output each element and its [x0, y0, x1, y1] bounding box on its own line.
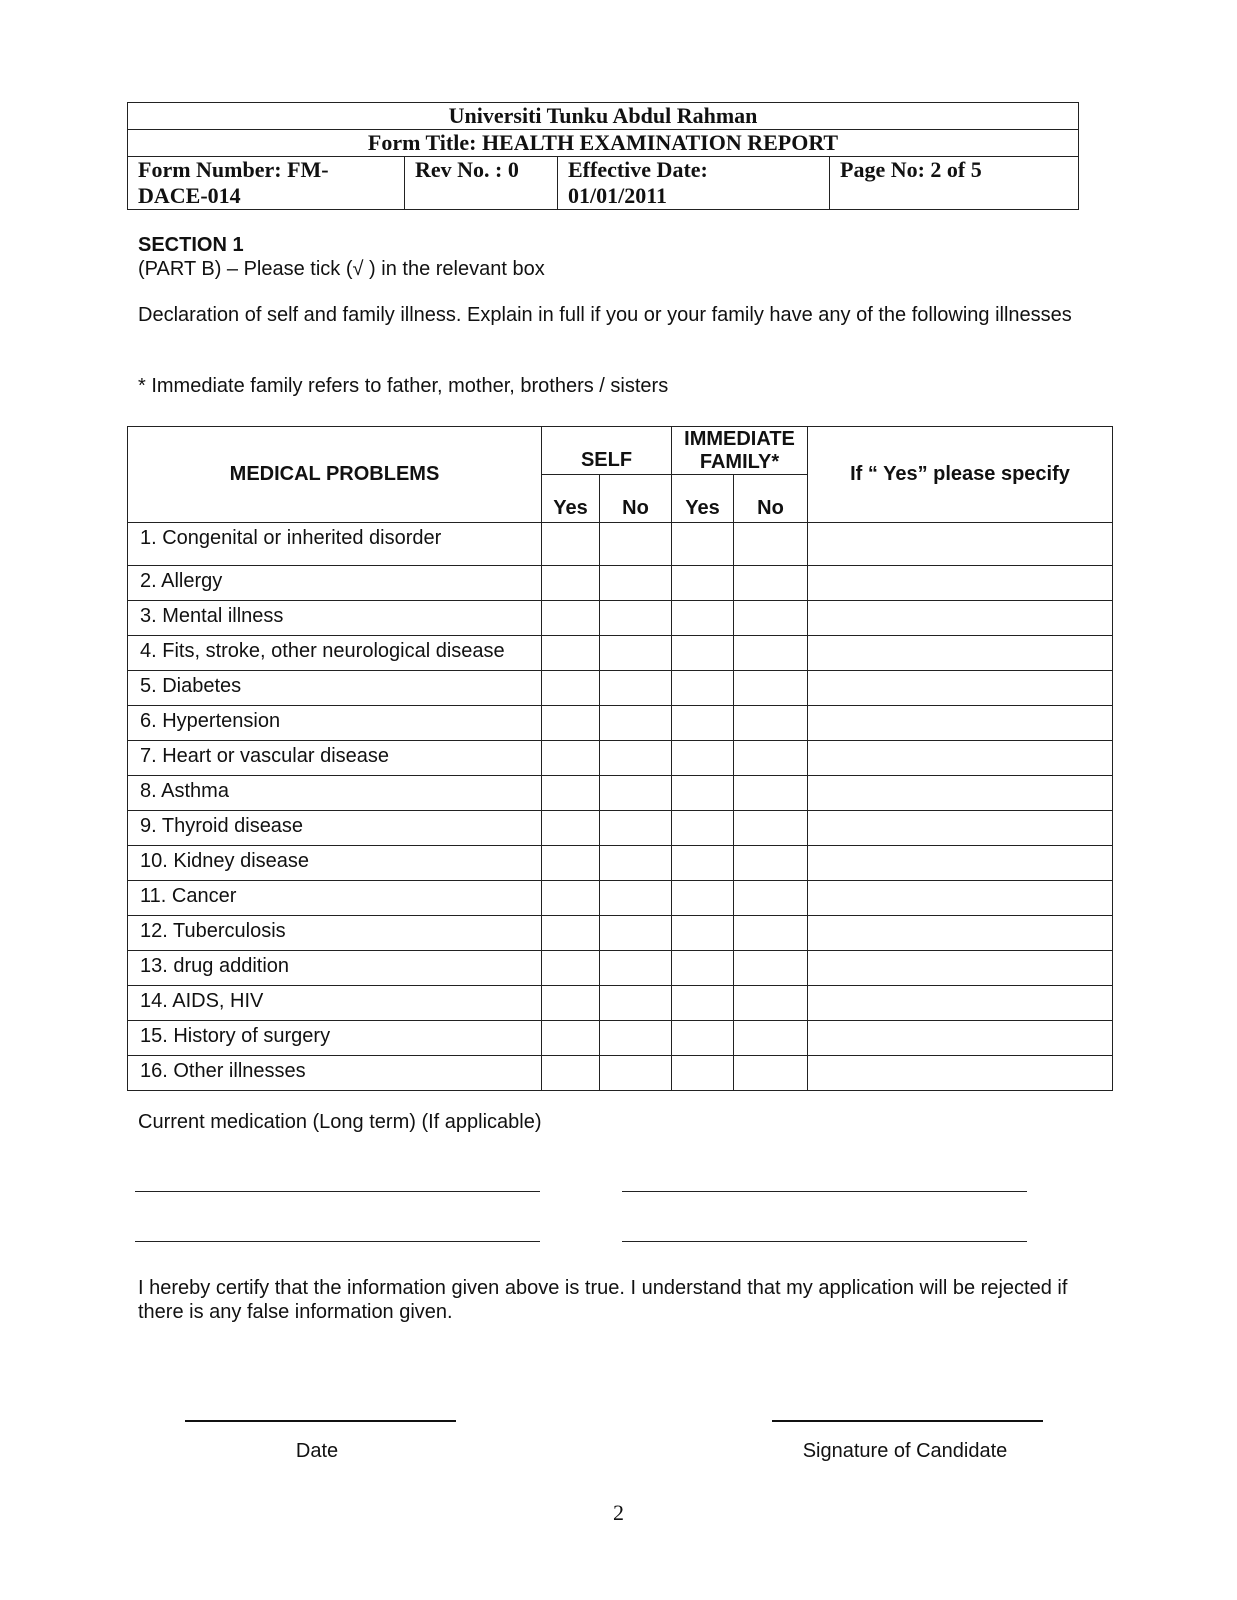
section-title: SECTION 1 — [138, 234, 244, 256]
specify-field[interactable] — [808, 811, 1113, 846]
self-no-box[interactable] — [600, 636, 672, 671]
col-family-line1: IMMEDIATE — [684, 427, 795, 450]
family-no-box[interactable] — [734, 523, 808, 566]
family-note: * Immediate family refers to father, mother, brothers / sisters — [138, 375, 669, 397]
table-row — [128, 636, 1113, 671]
family-yes-box[interactable] — [672, 523, 734, 566]
self-no-box[interactable] — [600, 601, 672, 636]
family-yes-box[interactable] — [672, 706, 734, 741]
self-yes-box[interactable] — [542, 1056, 600, 1091]
specify-field[interactable] — [808, 1056, 1113, 1091]
self-no-box[interactable] — [600, 1056, 672, 1091]
self-yes-box[interactable] — [542, 916, 600, 951]
self-yes-box[interactable] — [542, 636, 600, 671]
medical-rows — [128, 523, 1113, 1091]
family-yes-box[interactable] — [672, 846, 734, 881]
family-yes-box[interactable] — [672, 601, 734, 636]
form-number-line2: DACE-014 — [138, 183, 241, 208]
medical-problem-label: 10. Kidney disease — [128, 846, 542, 881]
medical-problem-label: 15. History of surgery — [128, 1021, 542, 1056]
date-label: Date — [295, 1440, 339, 1462]
specify-field[interactable] — [808, 671, 1113, 706]
signature-label: Signature of Candidate — [802, 1440, 1008, 1462]
medical-problem-label: 12. Tuberculosis — [128, 916, 542, 951]
table-row — [128, 706, 1113, 741]
specify-field[interactable] — [808, 776, 1113, 811]
specify-field[interactable] — [808, 523, 1113, 566]
medical-problems-table — [127, 426, 1113, 1091]
medication-label: Current medication (Long term) (If applicable) — [138, 1111, 542, 1133]
form-number-cell — [128, 157, 405, 210]
table-row — [128, 1056, 1113, 1091]
table-row — [128, 881, 1113, 916]
table-row — [128, 846, 1113, 881]
specify-field[interactable] — [808, 916, 1113, 951]
self-yes-box[interactable] — [542, 811, 600, 846]
self-yes-box[interactable] — [542, 566, 600, 601]
self-no-box[interactable] — [600, 706, 672, 741]
page-number: 2 — [613, 1500, 624, 1525]
specify-field[interactable] — [808, 566, 1113, 601]
section-subtitle: (PART B) – Please tick (√ ) in the relevant box — [138, 258, 545, 280]
self-no-box[interactable] — [600, 916, 672, 951]
family-no-box[interactable] — [734, 1056, 808, 1091]
medication-line[interactable] — [135, 1241, 540, 1242]
self-no-box[interactable] — [600, 1021, 672, 1056]
self-yes-box[interactable] — [542, 951, 600, 986]
medical-problem-label: 16. Other illnesses — [128, 1056, 542, 1091]
table-row — [128, 916, 1113, 951]
medical-problem-label: 3. Mental illness — [128, 601, 542, 636]
family-no-box[interactable] — [734, 951, 808, 986]
specify-field[interactable] — [808, 881, 1113, 916]
self-no-box[interactable] — [600, 986, 672, 1021]
self-yes-box[interactable] — [542, 846, 600, 881]
family-yes-box[interactable] — [672, 776, 734, 811]
family-no-box[interactable] — [734, 846, 808, 881]
self-no-box[interactable] — [600, 776, 672, 811]
specify-field[interactable] — [808, 636, 1113, 671]
signature-line[interactable] — [772, 1420, 1043, 1422]
medical-problem-label: 1. Congenital or inherited disorder — [128, 523, 542, 566]
medical-problem-label: 8. Asthma — [128, 776, 542, 811]
col-immediate-family — [672, 427, 808, 475]
form-header-table — [127, 102, 1079, 210]
family-no-box[interactable] — [734, 776, 808, 811]
family-no-box[interactable] — [734, 881, 808, 916]
family-yes-box[interactable] — [672, 636, 734, 671]
self-no-box[interactable] — [600, 846, 672, 881]
specify-field[interactable] — [808, 741, 1113, 776]
col-family-line2: FAMILY* — [699, 450, 780, 473]
family-no-box[interactable] — [734, 671, 808, 706]
self-no-box[interactable] — [600, 671, 672, 706]
family-no-header: No — [734, 475, 808, 523]
medical-problem-label: 5. Diabetes — [128, 671, 542, 706]
declaration-text: Declaration of self and family illness. Explain in full if you or your family have any of the following illnesses — [138, 304, 1072, 326]
self-yes-box[interactable] — [542, 1021, 600, 1056]
self-yes-box[interactable] — [542, 706, 600, 741]
medical-problem-label: 4. Fits, stroke, other neurological disease — [128, 636, 542, 671]
family-no-box[interactable] — [734, 706, 808, 741]
family-no-box[interactable] — [734, 986, 808, 1021]
family-yes-box[interactable] — [672, 881, 734, 916]
family-no-box[interactable] — [734, 636, 808, 671]
self-yes-box[interactable] — [542, 741, 600, 776]
form-title: Form Title: HEALTH EXAMINATION REPORT — [128, 130, 1079, 157]
self-yes-box[interactable] — [542, 601, 600, 636]
table-row — [128, 601, 1113, 636]
table-row — [128, 741, 1113, 776]
table-row — [128, 986, 1113, 1021]
family-yes-header: Yes — [672, 475, 734, 523]
medical-problem-label: 9. Thyroid disease — [128, 811, 542, 846]
medication-line[interactable] — [622, 1191, 1027, 1192]
medication-line[interactable] — [135, 1191, 540, 1192]
family-yes-box[interactable] — [672, 986, 734, 1021]
self-yes-header: Yes — [542, 475, 600, 523]
self-no-header: No — [600, 475, 672, 523]
table-row — [128, 671, 1113, 706]
self-no-box[interactable] — [600, 566, 672, 601]
table-row — [128, 776, 1113, 811]
family-yes-box[interactable] — [672, 671, 734, 706]
medical-problem-label: 2. Allergy — [128, 566, 542, 601]
table-row — [128, 1021, 1113, 1056]
family-yes-box[interactable] — [672, 916, 734, 951]
table-row — [128, 951, 1113, 986]
family-no-box[interactable] — [734, 1021, 808, 1056]
date-line[interactable] — [185, 1420, 456, 1422]
medication-line[interactable] — [622, 1241, 1027, 1242]
specify-field[interactable] — [808, 601, 1113, 636]
family-no-box[interactable] — [734, 916, 808, 951]
rev-no: Rev No. : 0 — [405, 157, 558, 210]
self-no-box[interactable] — [600, 741, 672, 776]
col-specify: If “ Yes” please specify — [808, 427, 1113, 523]
family-yes-box[interactable] — [672, 951, 734, 986]
self-yes-box[interactable] — [542, 523, 600, 566]
table-row — [128, 523, 1113, 566]
medical-problem-label: 14. AIDS, HIV — [128, 986, 542, 1021]
family-yes-box[interactable] — [672, 1021, 734, 1056]
specify-field[interactable] — [808, 951, 1113, 986]
effective-date-label: Effective Date: — [568, 157, 708, 182]
family-yes-box[interactable] — [672, 811, 734, 846]
family-yes-box[interactable] — [672, 741, 734, 776]
effective-date-cell — [558, 157, 830, 210]
family-yes-box[interactable] — [672, 566, 734, 601]
self-no-box[interactable] — [600, 951, 672, 986]
family-no-box[interactable] — [734, 741, 808, 776]
self-no-box[interactable] — [600, 523, 672, 566]
table-row — [128, 566, 1113, 601]
self-yes-box[interactable] — [542, 671, 600, 706]
col-self: SELF — [542, 427, 672, 475]
self-yes-box[interactable] — [542, 881, 600, 916]
medical-problem-label: 7. Heart or vascular disease — [128, 741, 542, 776]
table-row — [128, 811, 1113, 846]
family-no-box[interactable] — [734, 601, 808, 636]
family-no-box[interactable] — [734, 811, 808, 846]
medical-problem-label: 13. drug addition — [128, 951, 542, 986]
form-number-line1: Form Number: FM- — [138, 157, 329, 182]
medical-problem-label: 11. Cancer — [128, 881, 542, 916]
self-yes-box[interactable] — [542, 986, 600, 1021]
certify-text: I hereby certify that the information given above is true. I understand that my application will be rejected if there is any false information given. — [138, 1277, 1068, 1323]
specify-field[interactable] — [808, 706, 1113, 741]
university-name: Universiti Tunku Abdul Rahman — [128, 103, 1079, 130]
effective-date-value: 01/01/2011 — [568, 183, 668, 208]
specify-field[interactable] — [808, 1021, 1113, 1056]
family-no-box[interactable] — [734, 566, 808, 601]
col-medical-problems: MEDICAL PROBLEMS — [128, 427, 542, 523]
self-no-box[interactable] — [600, 881, 672, 916]
specify-field[interactable] — [808, 986, 1113, 1021]
self-no-box[interactable] — [600, 811, 672, 846]
specify-field[interactable] — [808, 846, 1113, 881]
family-yes-box[interactable] — [672, 1056, 734, 1091]
page-no: Page No: 2 of 5 — [830, 157, 1079, 210]
medical-problem-label: 6. Hypertension — [128, 706, 542, 741]
self-yes-box[interactable] — [542, 776, 600, 811]
